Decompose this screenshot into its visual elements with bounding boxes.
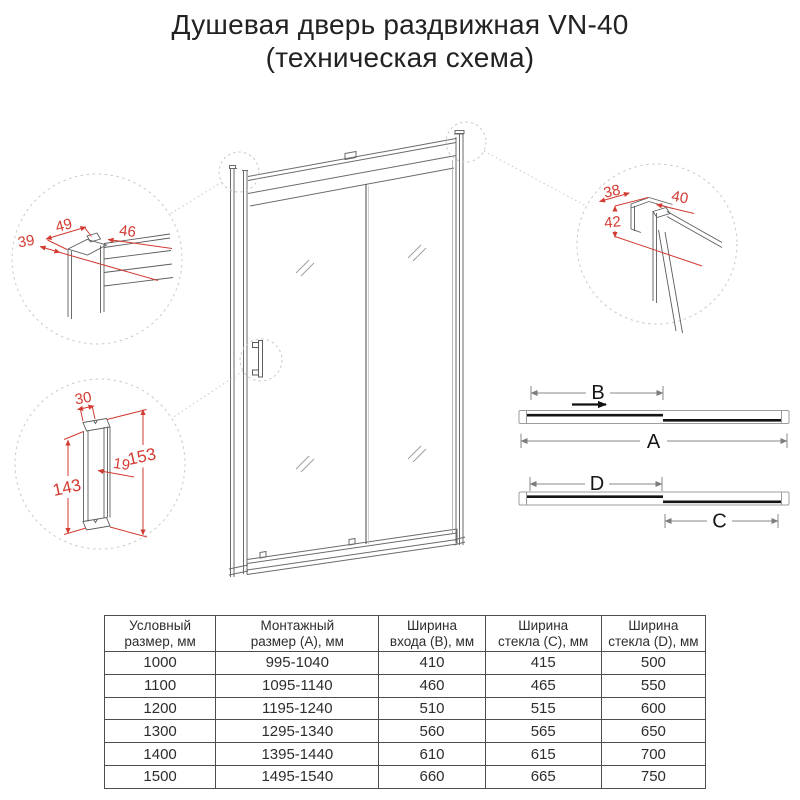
table-cell: 1400 — [105, 743, 216, 766]
top-rail-bracket — [345, 152, 356, 160]
table-cell: 410 — [379, 652, 485, 675]
door-drawing — [229, 131, 465, 578]
detail-wall-profile — [17, 215, 173, 319]
table-cell: 1300 — [105, 720, 216, 743]
table-cell: 1095-1140 — [216, 674, 379, 697]
dim-wall-profile-49: 49 — [53, 215, 75, 237]
table-cell: 565 — [485, 720, 601, 743]
table-cell: 1000 — [105, 652, 216, 675]
callout-circle-top-left-corner — [219, 152, 259, 192]
table-cell: 500 — [601, 652, 705, 675]
schematic-bar-open — [519, 411, 789, 424]
glass-reflection-marks — [296, 245, 426, 472]
table-cell: 610 — [379, 743, 485, 766]
schematic-plan-views — [519, 382, 789, 533]
title-line-2: (техническая схема) — [265, 42, 535, 73]
detail-circle-handle — [15, 379, 185, 549]
table-cell: 1500 — [105, 765, 216, 788]
table-cell: 550 — [601, 674, 705, 697]
label-dim-D: D — [589, 473, 605, 495]
table-row — [105, 720, 706, 743]
dim-D — [530, 477, 662, 491]
table-row — [105, 743, 706, 766]
callout-circle-handle — [240, 339, 282, 381]
table-cell: 660 — [379, 765, 485, 788]
label-dim-B: B — [591, 382, 605, 404]
table-cell: 600 — [601, 697, 705, 720]
top-rail — [248, 139, 456, 207]
dim-wall-profile-39: 39 — [16, 231, 36, 252]
column-header-nominal-size: Условный размер, мм — [105, 616, 216, 652]
table-cell: 700 — [601, 743, 705, 766]
detail-circle-wall-profile — [12, 174, 182, 344]
size-table — [104, 615, 706, 789]
callouts — [12, 122, 737, 549]
table-cell: 665 — [485, 765, 601, 788]
column-header-glass-width-d: Ширина стекла (D), мм — [601, 616, 705, 652]
table-cell: 1100 — [105, 674, 216, 697]
dim-handle-19: 19 — [112, 454, 132, 475]
table-cell: 415 — [485, 652, 601, 675]
schematic-bar-closed — [519, 492, 789, 505]
column-header-glass-width-c: Ширина стекла (С), мм — [485, 616, 601, 652]
table-cell: 1495-1540 — [216, 765, 379, 788]
column-header-mounting-size-a: Монтажный размер (А), мм — [216, 616, 379, 652]
table-row — [105, 674, 706, 697]
bottom-rail-clip — [349, 539, 355, 546]
detail-circle-top-rail — [577, 164, 737, 324]
callout-connector — [170, 182, 222, 214]
dim-top-rail-40: 40 — [670, 187, 690, 208]
table-cell: 650 — [601, 720, 705, 743]
callout-connector — [172, 371, 243, 418]
label-dim-A: A — [646, 431, 661, 453]
table-cell: 560 — [379, 720, 485, 743]
dim-handle-30: 30 — [73, 388, 93, 409]
label-dim-C: C — [712, 510, 727, 533]
bottom-rail-clip — [260, 552, 266, 559]
table-row — [105, 652, 706, 675]
glass-divider — [366, 160, 453, 544]
bottom-rail — [247, 529, 457, 575]
table-cell: 1295-1340 — [216, 720, 379, 743]
table-row — [105, 765, 706, 788]
dim-C — [665, 514, 778, 528]
detail-top-rail — [600, 181, 723, 333]
dim-wall-profile-46: 46 — [118, 222, 137, 241]
table-cell: 615 — [485, 743, 601, 766]
table-cell: 510 — [379, 697, 485, 720]
dim-A — [521, 434, 787, 449]
table-cell: 465 — [485, 674, 601, 697]
dim-top-rail-38: 38 — [601, 181, 623, 202]
detail-handle — [51, 389, 158, 537]
page-title — [0, 8, 800, 74]
table-cell: 1395-1440 — [216, 743, 379, 766]
table-cell: 995-1040 — [216, 652, 379, 675]
title-line-1: Душевая дверь раздвижная VN-40 — [171, 9, 629, 40]
table-cell: 460 — [379, 674, 485, 697]
table-row — [105, 697, 706, 720]
column-header-entry-width-b: Ширина входа (В), мм — [379, 616, 485, 652]
table-cell: 1200 — [105, 697, 216, 720]
table-header-row — [105, 616, 706, 652]
table-cell: 750 — [601, 765, 705, 788]
callout-connector — [484, 151, 586, 206]
table-cell: 1195-1240 — [216, 697, 379, 720]
dim-B — [531, 386, 663, 400]
dim-handle-153: 153 — [126, 444, 158, 469]
callout-circle-top-right-corner — [446, 122, 486, 162]
right-wall-profile — [454, 131, 465, 546]
left-wall-profile — [229, 166, 248, 578]
door-handle — [253, 341, 263, 378]
dim-top-rail-42: 42 — [603, 213, 622, 232]
dim-handle-143: 143 — [51, 475, 83, 500]
table-cell: 515 — [485, 697, 601, 720]
